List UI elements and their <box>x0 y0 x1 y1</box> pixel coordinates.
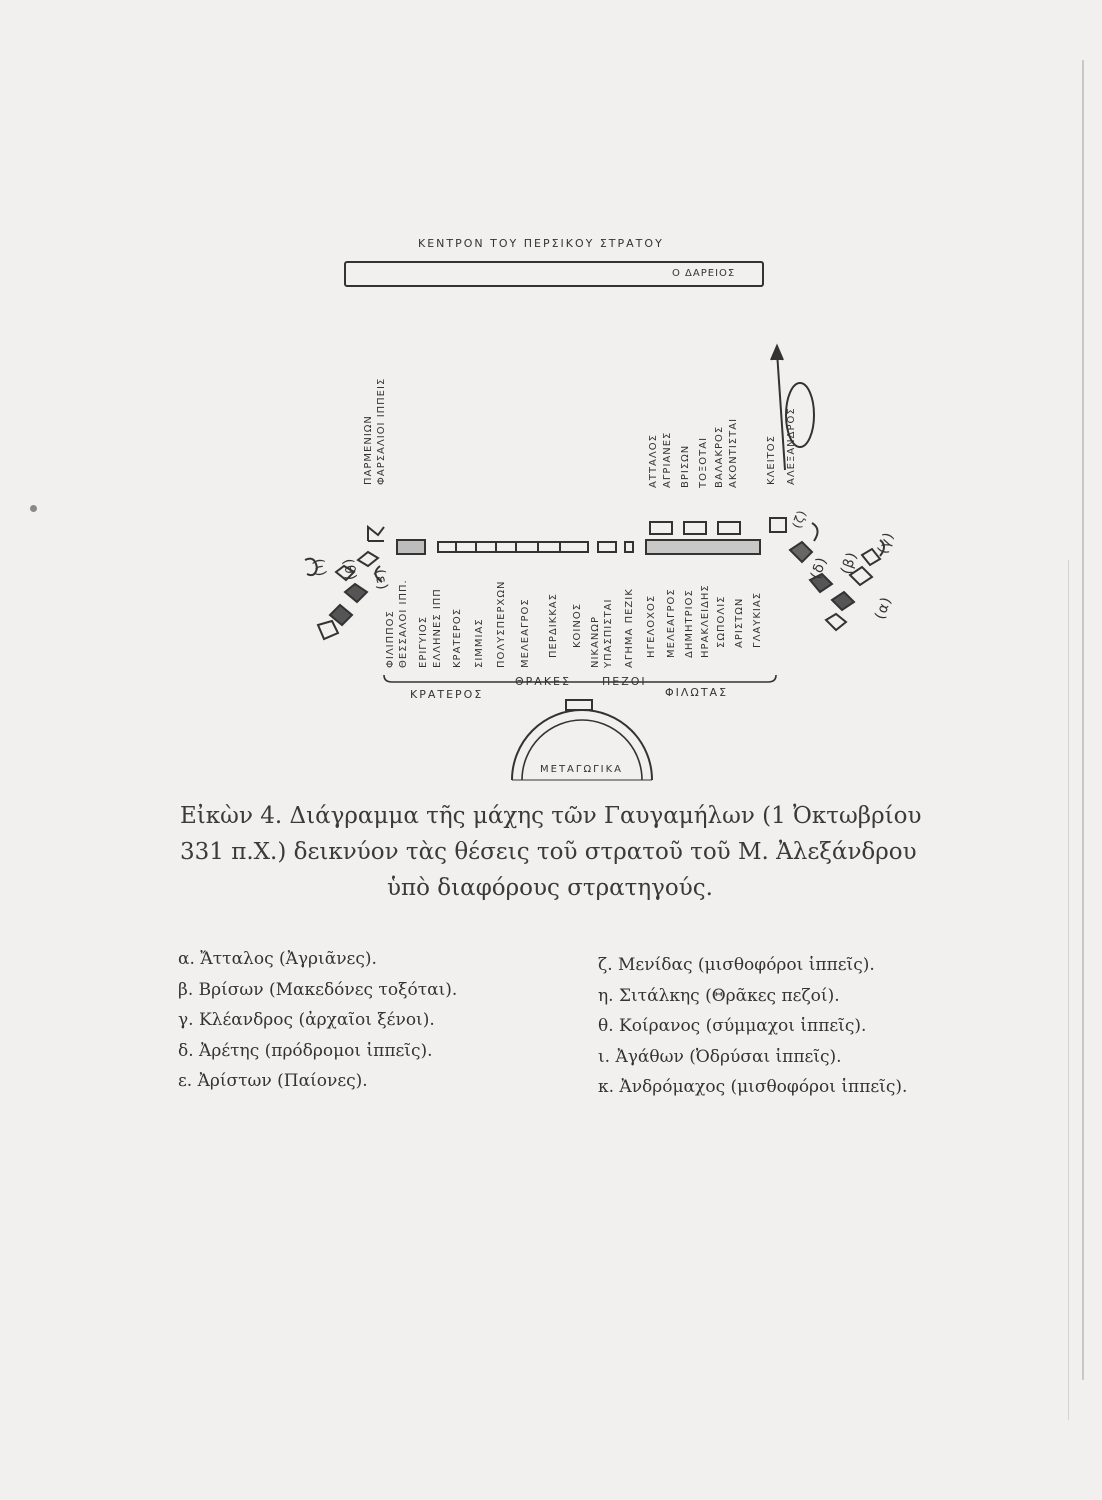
legend-item: ζ. Μενίδας (μισθοφόροι ἱππεῖς). <box>598 955 875 975</box>
label-valakros: ΒΑΛΑΚΡΟΣ <box>714 425 725 488</box>
label-metagogika: ΜΕΤΑΓΩΓΙΚΑ <box>540 764 624 775</box>
front-line-units <box>397 518 786 554</box>
legend-item: θ. Κοίρανος (σύμμαχοι ἱππεῖς). <box>598 1016 867 1036</box>
right-flank-units <box>790 523 884 630</box>
label-simmias: ΣΙΜΜΙΑΣ <box>474 618 485 668</box>
label-koinos: ΚΟΙΝΟΣ <box>572 602 583 648</box>
label-filotas: ΦΙΛΩΤΑΣ <box>665 686 729 699</box>
parmenion-cavalry-marker <box>368 527 384 541</box>
label-sopolis: ΣΩΠΟΛΙΣ <box>716 595 727 648</box>
label-agima: ΑΓΗΜΑ ΠΕΖΙΚ <box>624 588 635 668</box>
label-igelochos: ΗΓΕΛΟΧΟΣ <box>646 594 657 658</box>
label-erigyios: ΕΡΙΓΥΙΟΣ <box>418 615 429 668</box>
label-meleagros: ΜΕΛΕΑΓΡΟΣ <box>520 598 531 668</box>
label-dimitrios: ΔΗΜΗΤΡΙΟΣ <box>684 589 695 658</box>
mark-gamma: (γ) <box>874 529 898 557</box>
label-ellines-ipp: ΕΛΛΗΝΕΣ ΙΠΠ <box>432 588 443 668</box>
label-alexandros: ΑΛΕΞΑΝΔΡΟΣ <box>786 407 797 485</box>
parmenion-label: ΠΑΡΜΕΝΙΩΝ ΦΑΡΣΑΛΙΟΙ ΙΠΠΕΙΣ <box>363 377 387 485</box>
label-perdikkas: ΠΕΡΔΙΚΚΑΣ <box>548 593 559 658</box>
legend-item: κ. Ἀνδρόμαχος (μισθοφόροι ἱππεῖς). <box>598 1077 908 1097</box>
mark-iota: (ι) <box>309 557 329 579</box>
label-attalos: ΑΤΤΑΛΟΣ <box>648 434 659 488</box>
mark-delta: (δ) <box>807 554 831 582</box>
label-irakleidis: ΗΡΑΚΛΕΙΔΗΣ <box>700 584 711 658</box>
legend-item: δ. Ἀρέτης (πρόδρομοι ἱππεῖς). <box>178 1040 433 1061</box>
caption-line-3: ὑπὸ διαφόρους στρατηγούς. <box>387 875 713 901</box>
label-kleitos: ΚΛΕΙΤΟΣ <box>766 435 777 485</box>
reserve-block <box>566 700 592 710</box>
label-pezoi: ΠΕΖΟΙ <box>602 675 647 688</box>
legend-item: α. Ἄτταλος (Ἀγριᾶνες). <box>178 949 377 969</box>
label-toxotai: ΤΟΞΟΤΑΙ <box>698 436 709 488</box>
label-krateros: ΚΡΑΤΕΡΟΣ <box>452 607 463 668</box>
caption-line-1: Εἰκὼν 4. Διάγραμμα τῆς μάχης τῶν Γαυγαμήλων (1 Ὀκτωβρίου <box>180 803 922 829</box>
mark-alpha: (α) <box>872 594 896 622</box>
label-ariston: ΑΡΙΣΤΩΝ <box>734 597 745 648</box>
label-nikanor: ΝΙΚΑΝΩΡ ΥΠΑΣΠΙΣΤΑΙ <box>590 598 614 668</box>
mark-zeta: (ζ) <box>789 507 810 531</box>
label-meleagros-2: ΜΕΛΕΑΓΡΟΣ <box>666 588 677 658</box>
label-thessaloi: ΘΕΣΣΑΛΟΙ ΙΠΠ. <box>398 579 409 668</box>
legend-item: ε. Ἀρίστων (Παίονες). <box>178 1071 368 1091</box>
label-krateros-bottom: ΚΡΑΤΕΡΟΣ <box>410 688 484 701</box>
legend-left <box>178 944 457 1097</box>
caption-line-2: 331 π.Χ.) δεικνύον τὰς θέσεις τοῦ στρατοῦ τοῦ Μ. Ἀλεξάνδρου <box>180 839 917 865</box>
legend-item: γ. Κλέανδρος (ἀρχαῖοι ξένοι). <box>178 1010 435 1030</box>
persian-center-header: ΚΕΝΤΡΟΝ ΤΟΥ ΠΕΡΣΙΚΟΥ ΣΤΡΑΤΟΥ <box>418 237 664 250</box>
label-agrianes: ΑΓΡΙΑΝΕΣ <box>662 431 673 488</box>
mark-theta: (θ) <box>339 557 360 583</box>
label-vrison: ΒΡΙΣΩΝ <box>680 444 691 488</box>
alexander-advance-arrow <box>777 352 785 470</box>
darius-label: Ο ΔΑΡΕΙΟΣ <box>672 268 736 279</box>
legend-item: η. Σιτάλκης (Θρᾶκες πεζοί). <box>598 985 840 1006</box>
label-akontistai: ΑΚΟΝΤΙΣΤΑΙ <box>728 417 739 488</box>
label-glaukias: ΓΛΑΥΚΙΑΣ <box>752 591 763 648</box>
mark-epsilon: (ε) <box>371 568 391 592</box>
label-thrakes: ΘΡΑΚΕΣ <box>515 675 571 688</box>
mark-beta: (β) <box>838 549 861 577</box>
label-filippos: ΦΙΛΙΠΠΟΣ <box>385 610 396 668</box>
figure-caption <box>180 798 1040 906</box>
label-polysperchon: ΠΟΛΥΣΠΕΡΧΩΝ <box>496 580 507 668</box>
legend-item: ι. Ἀγάθων (Ὀδρύσαι ἱππεῖς). <box>598 1046 842 1067</box>
legend-right <box>598 950 907 1103</box>
legend-item: β. Βρίσων (Μακεδόνες τοξόται). <box>178 979 458 1000</box>
bottom-bracket <box>384 675 776 682</box>
